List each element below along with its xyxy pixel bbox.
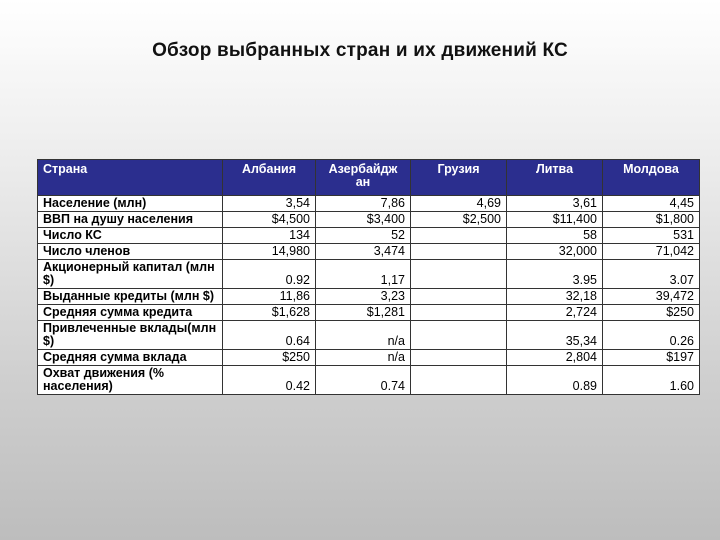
table-cell xyxy=(411,244,507,260)
table-cell xyxy=(411,289,507,305)
table-cell: 3,61 xyxy=(507,196,603,212)
table-cell: 11,86 xyxy=(223,289,316,305)
table-cell: 71,042 xyxy=(603,244,700,260)
table-cell xyxy=(411,366,507,395)
slide-title: Обзор выбранных стран и их движений КС xyxy=(152,40,568,61)
table-cell: 3.07 xyxy=(603,260,700,289)
column-header-country: Страна xyxy=(38,160,223,196)
table-cell: $250 xyxy=(603,305,700,321)
column-header-georgia: Грузия xyxy=(411,160,507,196)
table-cell: $250 xyxy=(223,350,316,366)
table-row xyxy=(38,228,700,244)
table-cell: $1,281 xyxy=(316,305,411,321)
table-cell xyxy=(411,305,507,321)
column-header-azerbaijan: Азербайдж ан xyxy=(316,160,411,196)
table-cell: 58 xyxy=(507,228,603,244)
table-cell: 2,724 xyxy=(507,305,603,321)
table-row xyxy=(38,305,700,321)
table-cell: 3,54 xyxy=(223,196,316,212)
table-row xyxy=(38,350,700,366)
table-cell: 3,474 xyxy=(316,244,411,260)
table-cell: 52 xyxy=(316,228,411,244)
table-cell: 1,17 xyxy=(316,260,411,289)
table-cell: 2,804 xyxy=(507,350,603,366)
row-label: Акционерный капитал (млн $) xyxy=(38,260,223,289)
table-cell: 3.95 xyxy=(507,260,603,289)
column-header-lithuania: Литва xyxy=(507,160,603,196)
table-cell: $11,400 xyxy=(507,212,603,228)
table-cell: 7,86 xyxy=(316,196,411,212)
table-cell xyxy=(411,350,507,366)
table-cell: 1.60 xyxy=(603,366,700,395)
table-row xyxy=(38,321,700,350)
table-row xyxy=(38,196,700,212)
country-overview-table xyxy=(37,159,700,395)
row-label: Привлеченные вклады(млн $) xyxy=(38,321,223,350)
column-header-moldova: Молдова xyxy=(603,160,700,196)
row-label: ВВП на душу населения xyxy=(38,212,223,228)
table-cell: 32,000 xyxy=(507,244,603,260)
table-row xyxy=(38,244,700,260)
table-row xyxy=(38,289,700,305)
table-row xyxy=(38,366,700,395)
row-label: Средняя сумма вклада xyxy=(38,350,223,366)
row-label: Охват движения (% населения) xyxy=(38,366,223,395)
table-cell: 0.74 xyxy=(316,366,411,395)
table-cell: 14,980 xyxy=(223,244,316,260)
row-label: Население (млн) xyxy=(38,196,223,212)
table-cell: 0.89 xyxy=(507,366,603,395)
table-cell: 4,45 xyxy=(603,196,700,212)
table-cell: $4,500 xyxy=(223,212,316,228)
table-cell: 0.42 xyxy=(223,366,316,395)
table-cell: 3,23 xyxy=(316,289,411,305)
table-cell: $1,628 xyxy=(223,305,316,321)
table-cell xyxy=(411,228,507,244)
row-label: Выданные кредиты (млн $) xyxy=(38,289,223,305)
table-cell: 4,69 xyxy=(411,196,507,212)
table-cell: 0.64 xyxy=(223,321,316,350)
table-cell: 0.26 xyxy=(603,321,700,350)
table-cell: $197 xyxy=(603,350,700,366)
table-cell: 531 xyxy=(603,228,700,244)
country-overview-table-container xyxy=(37,159,699,395)
row-label: Число КС xyxy=(38,228,223,244)
table-cell xyxy=(411,260,507,289)
table-cell: 0.92 xyxy=(223,260,316,289)
table-cell: 35,34 xyxy=(507,321,603,350)
table-row xyxy=(38,212,700,228)
table-cell: 39,472 xyxy=(603,289,700,305)
table-cell: $3,400 xyxy=(316,212,411,228)
table-cell: n/a xyxy=(316,350,411,366)
table-cell: n/a xyxy=(316,321,411,350)
table-cell xyxy=(411,321,507,350)
table-cell: $2,500 xyxy=(411,212,507,228)
column-header-albania: Албания xyxy=(223,160,316,196)
table-cell: 134 xyxy=(223,228,316,244)
table-cell: 32,18 xyxy=(507,289,603,305)
table-cell: $1,800 xyxy=(603,212,700,228)
table-row xyxy=(38,260,700,289)
row-label: Средняя сумма кредита xyxy=(38,305,223,321)
table-header-row xyxy=(38,160,700,196)
row-label: Число членов xyxy=(38,244,223,260)
